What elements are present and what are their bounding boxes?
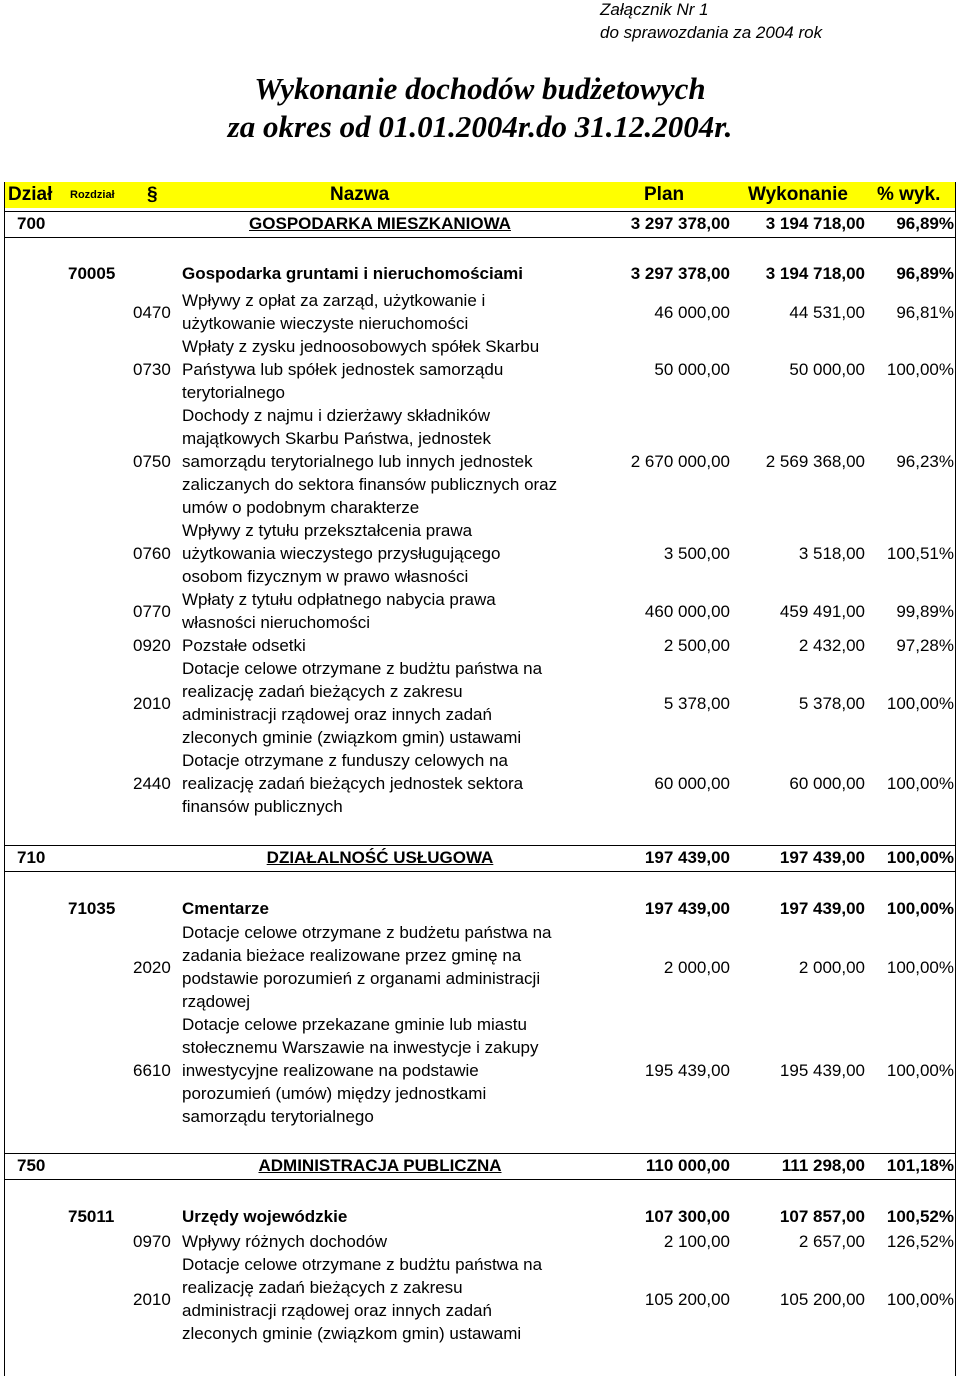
item-description-line: Wpłaty z zysku jednoosobowych spółek Skarbu: [182, 337, 540, 356]
section-code: 700: [17, 214, 46, 233]
item-percent: 126,52%: [886, 1232, 954, 1251]
item-percent: 100,00%: [886, 360, 954, 379]
item-description-line: umów o podobnym charakterze: [182, 498, 420, 517]
item-percent: 100,00%: [886, 1061, 954, 1080]
row-divider: [4, 211, 956, 212]
item-wykonanie: 2 569 368,00: [765, 452, 865, 471]
item-description-line: własności nieruchomości: [182, 613, 371, 632]
item-wykonanie: 459 491,00: [779, 601, 865, 621]
item-plan: 5 378,00: [663, 693, 730, 713]
item-wykonanie: 44 531,00: [789, 302, 865, 322]
item-code: 2010: [133, 693, 171, 713]
item-description-line: administracji rządowej oraz innych zadań: [182, 1301, 492, 1320]
item-code: 0730: [133, 360, 171, 379]
row-divider: [4, 871, 956, 872]
item-description-line: stołecznemu Warszawie na inwestycje i zakupy: [182, 1038, 539, 1057]
item-code: 2010: [133, 1289, 171, 1309]
chapter-wykonanie: 197 439,00: [779, 899, 865, 918]
chapter-name: Gospodarka gruntami i nieruchomościami: [182, 264, 524, 283]
section-name: GOSPODARKA MIESZKANIOWA: [249, 214, 511, 233]
item-percent: 97,28%: [896, 636, 954, 655]
item-code: 0770: [133, 601, 171, 621]
item-percent: 100,00%: [886, 693, 954, 713]
item-code: 0470: [133, 302, 171, 322]
item-code: 0750: [133, 452, 171, 471]
item-description-line: Dotacje otrzymane z funduszy celowych na: [182, 751, 508, 770]
item-description-line: podstawie porozumień z organami administracji: [182, 969, 541, 988]
item-plan: 3 500,00: [663, 544, 730, 563]
item-percent: 96,81%: [896, 302, 954, 322]
chapter-percent: 100,52%: [886, 1207, 954, 1226]
item-description-line: użytkowania wieczystego przysługującego: [182, 544, 501, 563]
item-description-line: samorządu terytorialnego lub innych jednostek: [182, 452, 533, 471]
item-description-line: Dotacje celowe otrzymane z budżtu państwa na: [182, 1255, 543, 1274]
item-description-line: zadania bieżace realizowane przez gminę na: [182, 946, 522, 965]
item-plan: 460 000,00: [644, 601, 730, 621]
column-divider: [4, 182, 5, 1376]
row-divider: [4, 237, 956, 238]
item-description-line: porozumień (umów) między jednostkami: [182, 1084, 487, 1103]
item-description-line: Dotacje celowe otrzymane z budżtu państwa na: [182, 659, 543, 678]
item-wykonanie: 2 000,00: [798, 957, 865, 977]
header-rozdzial: Rozdział: [70, 189, 115, 201]
item-description-line: realizację zadań bieżących z zakresu: [182, 682, 463, 701]
item-wykonanie: 2 657,00: [798, 1232, 865, 1251]
chapter-percent: 100,00%: [886, 899, 954, 918]
chapter-code: 75011: [68, 1207, 115, 1226]
section-percent: 100,00%: [886, 848, 954, 867]
chapter-percent: 96,89%: [896, 264, 954, 283]
section-wykonanie: 3 194 718,00: [765, 214, 865, 233]
header-nazwa: Nazwa: [330, 184, 390, 205]
item-code: 0760: [133, 544, 171, 563]
table-header: [4, 182, 956, 208]
chapter-plan: 197 439,00: [644, 899, 730, 918]
item-plan: 2 500,00: [663, 636, 730, 655]
item-description-line: finansów publicznych: [182, 797, 343, 816]
item-wykonanie: 50 000,00: [789, 360, 865, 379]
section-name: DZIAŁALNOŚĆ USŁUGOWA: [266, 848, 494, 867]
page-title: Wykonanie dochodów budżetowych: [254, 71, 706, 106]
item-plan: 105 200,00: [644, 1289, 730, 1309]
header-paragraph: §: [147, 184, 158, 205]
item-description-line: administracji rządowej oraz innych zadań: [182, 705, 492, 724]
item-description-line: użytkowanie wieczyste nieruchomości: [182, 314, 469, 333]
item-description-line: Państywa lub spółek jednostek samorządu: [182, 360, 504, 379]
item-description-line: Dochody z najmu i dzierżawy składników: [182, 406, 491, 425]
chapter-plan: 107 300,00: [644, 1207, 730, 1226]
item-code: 6610: [133, 1061, 171, 1080]
annex-label: Załącznik Nr 1: [600, 0, 709, 19]
item-wykonanie: 5 378,00: [798, 693, 865, 713]
item-description-line: osobom fizycznym w prawo własności: [182, 567, 469, 586]
item-description-line: rządowej: [182, 992, 251, 1011]
header-wykonanie: Wykonanie: [748, 184, 848, 205]
item-wykonanie: 3 518,00: [798, 544, 865, 563]
item-description-line: Wpływy z tytułu przekształcenia prawa: [182, 521, 473, 540]
item-plan: 2 670 000,00: [630, 452, 730, 471]
item-description-line: Pozstałe odsetki: [182, 636, 306, 655]
item-code: 2020: [133, 957, 171, 977]
item-percent: 100,00%: [886, 774, 954, 793]
item-description-line: realizację zadań bieżących jednostek sektora: [182, 774, 524, 793]
item-percent: 100,00%: [886, 957, 954, 977]
chapter-name: Urzędy wojewódzkie: [182, 1207, 348, 1226]
item-description-line: zleconych gminie (związkom gmin) ustawami: [182, 728, 522, 747]
section-plan: 197 439,00: [644, 848, 730, 867]
item-percent: 100,00%: [886, 1289, 954, 1309]
item-description-line: zaliczanych do sektora finansów publicznych oraz: [182, 475, 558, 494]
row-divider: [4, 1179, 956, 1180]
item-wykonanie: 60 000,00: [789, 774, 865, 793]
section-plan: 110 000,00: [645, 1156, 730, 1175]
header-plan: Plan: [644, 184, 685, 205]
column-divider: [955, 182, 956, 1376]
item-plan: 60 000,00: [654, 774, 730, 793]
item-wykonanie: 105 200,00: [779, 1289, 865, 1309]
section-code: 710: [17, 848, 46, 867]
item-wykonanie: 195 439,00: [779, 1061, 865, 1080]
row-divider: [4, 1153, 956, 1154]
item-description-line: Dotacje celowe przekazane gminie lub miastu: [182, 1015, 527, 1034]
item-plan: 2 100,00: [663, 1232, 730, 1251]
item-description-line: Wpływy różnych dochodów: [182, 1232, 388, 1251]
section-wykonanie: 197 439,00: [779, 848, 865, 867]
item-plan: 2 000,00: [663, 957, 730, 977]
item-code: 2440: [133, 774, 171, 793]
item-plan: 46 000,00: [654, 302, 730, 322]
item-percent: 99,89%: [896, 601, 954, 621]
item-description-line: Dotacje celowe otrzymane z budżetu państwa na: [182, 923, 552, 942]
item-code: 0970: [133, 1232, 171, 1251]
header-percent: % wyk.: [877, 184, 941, 205]
item-description-line: terytorialnego: [182, 383, 286, 402]
item-description-line: zleconych gminie (związkom gmin) ustawami: [182, 1324, 522, 1343]
chapter-wykonanie: 107 857,00: [779, 1207, 865, 1226]
annex-subtitle: do sprawozdania za 2004 rok: [600, 23, 823, 42]
chapter-wykonanie: 3 194 718,00: [765, 264, 865, 283]
item-percent: 96,23%: [896, 452, 954, 471]
item-code: 0920: [133, 636, 171, 655]
chapter-plan: 3 297 378,00: [630, 264, 730, 283]
section-percent: 96,89%: [896, 214, 954, 233]
chapter-name: Cmentarze: [182, 899, 269, 918]
section-code: 750: [17, 1156, 46, 1175]
item-description-line: samorządu terytorialnego: [182, 1107, 374, 1126]
chapter-code: 71035: [68, 899, 116, 918]
item-plan: 195 439,00: [644, 1061, 730, 1080]
section-wykonanie: 111 298,00: [781, 1156, 865, 1175]
item-description-line: Wpłaty z tytułu odpłatnego nabycia prawa: [182, 590, 496, 609]
page-subtitle: za okres od 01.01.2004r.do 31.12.2004r.: [227, 109, 733, 144]
section-plan: 3 297 378,00: [630, 214, 730, 233]
section-name: ADMINISTRACJA PUBLICZNA: [258, 1156, 502, 1175]
item-description-line: Wpływy z opłat za zarząd, użytkowanie i: [182, 291, 486, 310]
item-wykonanie: 2 432,00: [798, 636, 865, 655]
section-percent: 101,18%: [886, 1156, 954, 1175]
header-dzial: Dział: [8, 184, 53, 205]
item-percent: 100,51%: [886, 544, 954, 563]
chapter-code: 70005: [68, 264, 116, 283]
item-plan: 50 000,00: [654, 360, 730, 379]
item-description-line: inwestycyjne realizowane na podstawie: [182, 1061, 479, 1080]
item-description-line: realizację zadań bieżących z zakresu: [182, 1278, 463, 1297]
item-description-line: majątkowych Skarbu Państwa, jednostek: [182, 429, 491, 448]
row-divider: [4, 845, 956, 846]
